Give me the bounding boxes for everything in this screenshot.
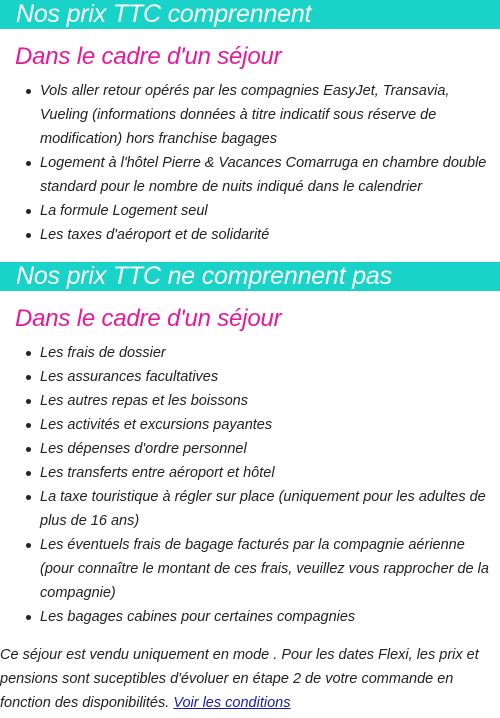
- list-item: Les dépenses d'ordre personnel: [40, 437, 500, 461]
- footer-text: Ce séjour est vendu uniquement en mode . Pour les dates Flexi, les prix et pensions sont suceptibles d'évoluer en étape 2 de votre commande en fonction des disponibilités.: [0, 647, 479, 711]
- list-item: La taxe touristique à régler sur place (uniquement pour les adultes de plus de 16 ans): [40, 485, 500, 533]
- list-item: Vols aller retour opérés par les compagnies EasyJet, Transavia, Vueling (informations données à titre indicatif sous réserve de modification) hors franchise bagages: [40, 79, 500, 151]
- included-banner: Nos prix TTC comprennent: [0, 0, 500, 29]
- list-item: Les frais de dossier: [40, 341, 500, 365]
- excluded-banner: Nos prix TTC ne comprennent pas: [0, 262, 500, 291]
- footer-note: [0, 643, 500, 715]
- list-item: Les assurances facultatives: [40, 365, 500, 389]
- list-item: La formule Logement seul: [40, 199, 500, 223]
- list-item: Les bagages cabines pour certaines compagnies: [40, 605, 500, 629]
- list-item: Les taxes d'aéroport et de solidarité: [40, 223, 500, 247]
- included-list: [0, 79, 500, 247]
- list-item: Les transferts entre aéroport et hôtel: [40, 461, 500, 485]
- excluded-subheading: Dans le cadre d'un séjour: [15, 305, 282, 332]
- list-item: Logement à l'hôtel Pierre & Vacances Comarruga en chambre double standard pour le nombre de nuits indiqué dans le calendrier: [40, 151, 500, 199]
- excluded-list: [0, 341, 500, 629]
- list-item: Les éventuels frais de bagage facturés par la compagnie aérienne (pour connaître le montant de ces frais, veuillez vous rapprocher de la compagnie): [40, 533, 500, 605]
- included-subheading: Dans le cadre d'un séjour: [15, 43, 282, 70]
- list-item: Les activités et excursions payantes: [40, 413, 500, 437]
- list-item: Les autres repas et les boissons: [40, 389, 500, 413]
- conditions-link[interactable]: Voir les conditions: [173, 695, 291, 711]
